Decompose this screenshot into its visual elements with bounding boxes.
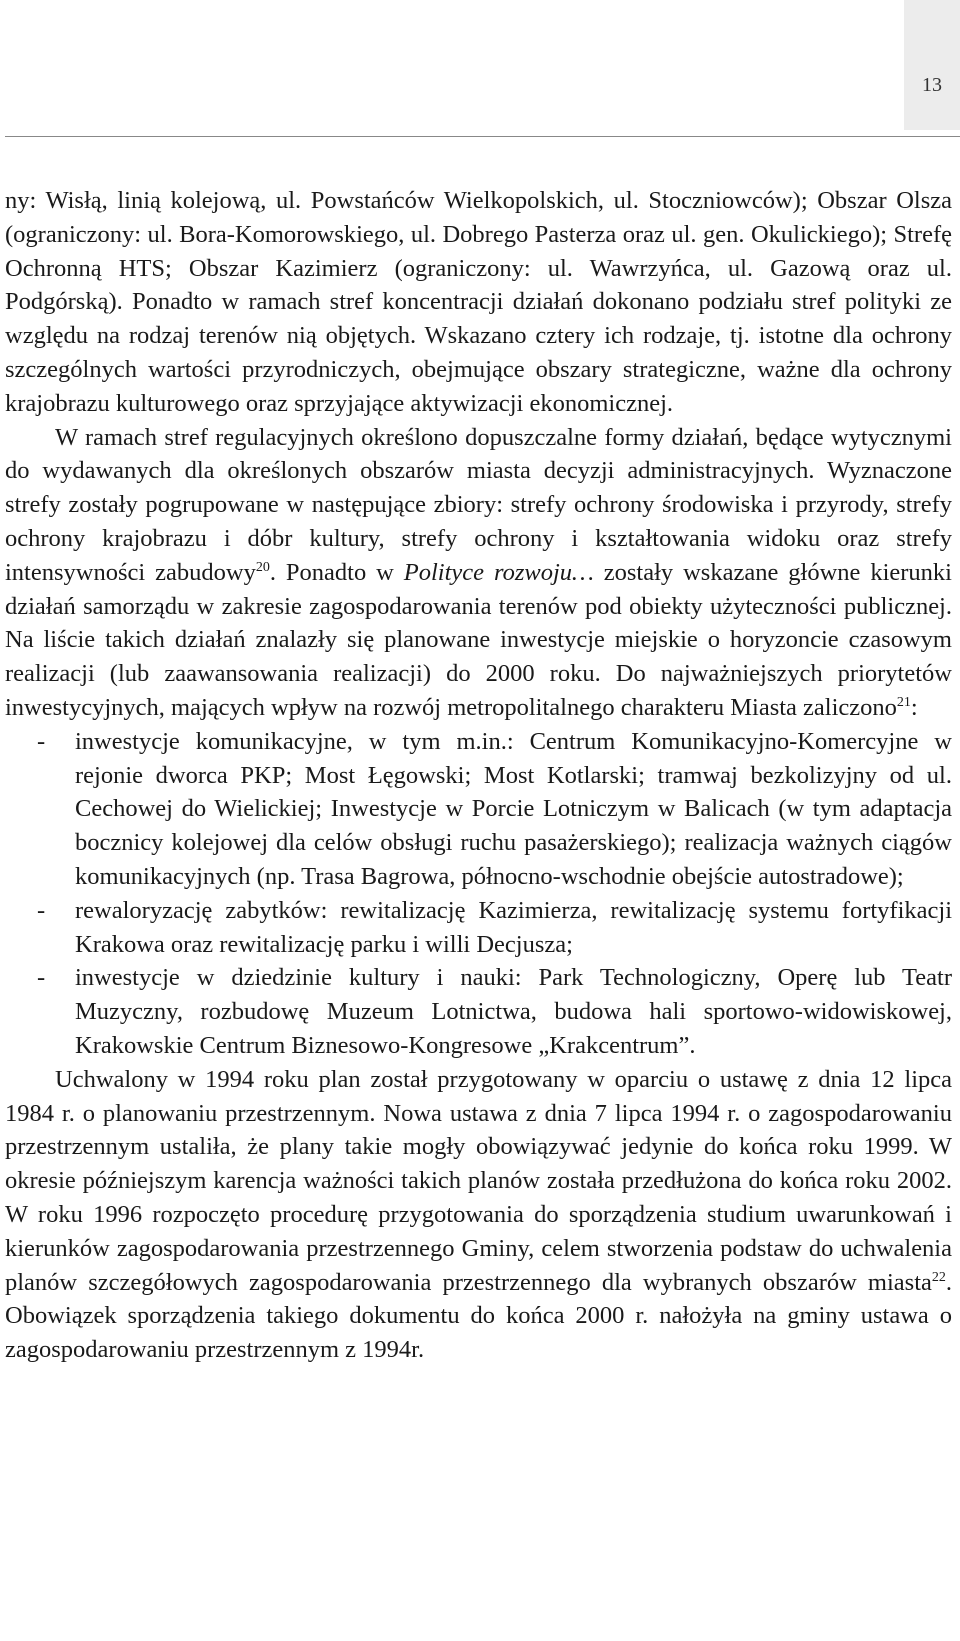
paragraph-3-text-b: . Obowiązek sporządzenia takiego dokumentu do końca 2000 r. nałożyła na gminy ustawa o zagospodarowaniu przestrzennym z 1994r. [5,1268,952,1364]
footnote-ref-21: 21 [896,694,911,710]
paragraph-2-text-a: W ramach stref regulacyjnych określono dopuszczalne formy działań, będące wytycznymi do wydawanych dla określonych obszarów miasta decyzji administracyjnych. Wyznaczone strefy zostały pogrupowane w następujące zbiory: strefy ochrony środowiska i przyrody, strefy ochrony krajobrazu i dóbr kultury, strefy ochrony i kształtowania widoku oraz strefy intensywności zabudowy [5,423,952,586]
list-item-text: inwestycje komunikacyjne, w tym m.in.: Centrum Komunikacyjno-Komercyjne w rejonie dworca PKP; Most Łęgowski; Most Kotlarski; tramwaj bezkolizyjny od ul. Cechowej do Wielickiej; Inwestycje w Porcie Lotniczym w Balicach (w tym adaptacja bocznicy kolejowej dla celów obsługi ruchu pasażerskiego); realizacja ważnych ciągów komunikacyjnych (np. Trasa Bagrowa, północno-wschodnie obejście autostradowe); [75,727,952,890]
page-body [5,184,952,1367]
list-bullet: - [37,964,46,992]
investment-list [5,725,952,1063]
list-item [5,894,952,962]
paragraph-2 [5,421,952,725]
list-item [5,725,952,894]
document-title-italic: Polityce rozwoju… [403,558,594,586]
paragraph-3 [5,1063,952,1367]
paragraph-2-text-d: : [910,693,918,721]
header-rule [5,136,960,137]
footnote-ref-22: 22 [931,1269,946,1285]
list-item [5,961,952,1062]
paragraph-2-text-b: . Ponadto w [269,558,404,586]
list-bullet: - [37,727,46,755]
list-item-text: inwestycje w dziedzinie kultury i nauki: Park Technologiczny, Operę lub Teatr Muzyczny, rozbudowę Muzeum Lotnictwa, budowa hali sportowo-widowiskowej, Krakowskie Centrum Biznesowo-Kongresowe „Krakcentrum”. [75,964,952,1059]
list-item-text: rewaloryzację zabytków: rewitalizację Kazimierza, rewitalizację systemu fortyfikacji Krakowa oraz rewitalizację parku i willi Decjusza; [75,896,952,958]
page-number: 13 [922,74,942,96]
page-number-tab [904,0,960,130]
paragraph-2-text-c: zostały wskazane główne kierunki działań samorządu w zakresie zagospodarowania terenów pod obiekty użyteczności publicznej. Na liście takich działań znalazły się planowane inwestycje miejskie o horyzoncie czasowym realizacji (lub zaawansowania realizacji) do 2000 roku. Do najważniejszych priorytetów inwestycyjnych, mających wpływ na rozwój metropolitalnego charakteru Miasta zaliczono [5,558,952,721]
paragraph-3-text-a: Uchwalony w 1994 roku plan został przygotowany w oparciu o ustawę z dnia 12 lipca 1984 r. o planowaniu przestrzennym. Nowa ustawa z dnia 7 lipca 1994 r. o zagospodarowaniu przestrzennym ustaliła, że plany takie mogły obowiązywać jedynie do końca roku 1999. W okresie późniejszym karencja ważności takich planów została przedłużona do końca roku 2002. W roku 1996 rozpoczęto procedurę przygotowania do sporządzenia studium uwarunkowań i kierunków zagospodarowania przestrzennego Gminy, celem stworzenia podstaw do uchwalenia planów szczegółowych zagospodarowania przestrzennego dla wybranych obszarów miasta [5,1065,952,1296]
footnote-ref-20: 20 [255,559,270,575]
paragraph-1: ny: Wisłą, linią kolejową, ul. Powstańców Wielkopolskich, ul. Stoczniowców); Obszar Olsza (ograniczony: ul. Bora-Komorowskiego, ul. Dobrego Pasterza oraz ul. gen. Okulickiego); Strefę Ochronną HTS; Obszar Kazimierz (ograniczony: ul. Wawrzyńca, ul. Gazową oraz ul. Podgórską). Ponadto w ramach stref koncentracji działań dokonano podziału stref polityki ze względu na rodzaj terenów nią objętych. Wskazano cztery ich rodzaje, tj. istotne dla ochrony szczególnych wartości przyrodniczych, obejmujące obszary strategiczne, ważne dla ochrony krajobrazu kulturowego oraz sprzyjające aktywizacji ekonomicznej. [5,187,952,417]
list-bullet: - [37,896,46,924]
